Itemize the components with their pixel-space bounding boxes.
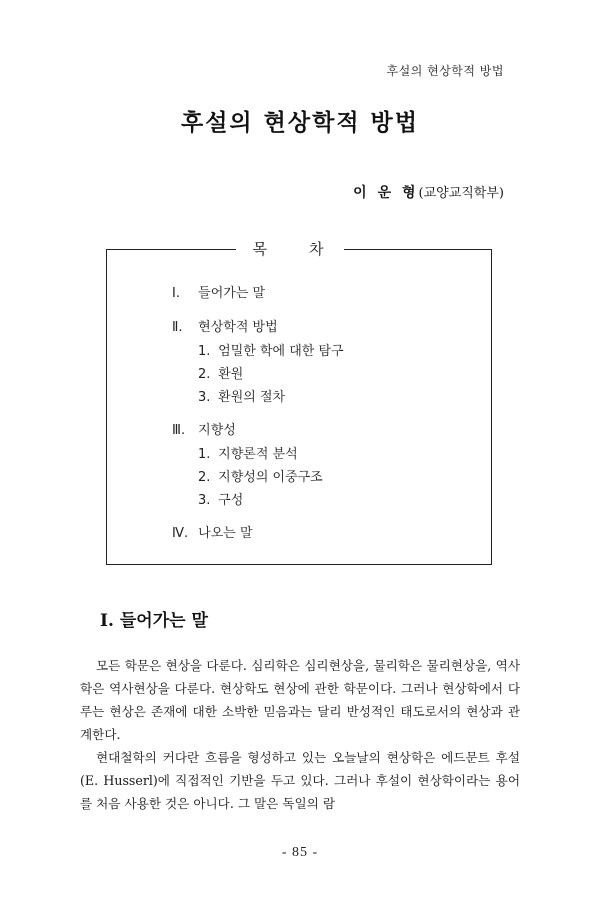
toc-subsection-label: 구성: [218, 493, 244, 508]
author-affiliation: (교양교직학부): [418, 186, 504, 201]
toc-subsection-label: 환원: [218, 367, 244, 382]
toc-subsection-number: 3.: [198, 493, 211, 508]
toc-section-label: 현상학적 방법: [198, 320, 278, 335]
toc-subsection: [172, 443, 472, 466]
body-paragraph: 현대철학의 커다란 흐름을 형성하고 있는 오늘날의 현상학은 에드문트 후설(E. Husserl)에 직접적인 기반을 두고 있다. 그러나 후설이 현상학이라는 용어를 처음 사용한 것은 아니다. 그 말은 독일의 람: [80, 750, 520, 811]
toc-subsection-label: 엄밀한 학에 대한 탐구: [218, 344, 344, 359]
toc-heading-left: 목: [252, 240, 271, 258]
toc-subsection: [172, 340, 472, 363]
toc-subsection: [172, 466, 472, 489]
toc-subsection-label: 지향성의 이중구조: [218, 470, 323, 485]
section-title: 들어가는 말: [119, 611, 208, 631]
page-number: - 85 -: [281, 845, 319, 860]
toc-subsection-label: 지향론적 분석: [218, 447, 298, 462]
body-paragraph: 모든 학문은 현상을 다룬다. 심리학은 심리현상을, 물리학은 물리현상을, 역사학은 역사현상을 다룬다. 현상학도 현상에 관한 학문이다. 그러나 현상학에서 다루는 현상은 존재에 대한 소박한 믿음과는 달리 반성적인 태도로서의 현상과 관계한다.: [80, 658, 520, 742]
toc-subsection-number: 1.: [198, 344, 211, 359]
toc-subsection-number: 3.: [198, 390, 211, 405]
section-number: Ⅰ.: [100, 611, 114, 631]
toc-subsection: [172, 386, 472, 409]
toc-heading-right: 차: [309, 240, 328, 258]
section-heading: [100, 606, 208, 631]
body-text: [80, 654, 520, 815]
toc-section-title: [172, 282, 472, 306]
toc-subsection: [172, 489, 472, 512]
toc-section-number: Ⅳ.: [172, 526, 189, 541]
toc-section-title: [172, 419, 472, 443]
toc-section: [172, 316, 472, 409]
author-line: [353, 182, 504, 202]
toc-subsection-number: 1.: [198, 447, 211, 462]
toc-section: [172, 522, 472, 546]
toc-section-label: 나오는 말: [198, 526, 253, 541]
toc-subsection: [172, 363, 472, 386]
toc-section-label: 지향성: [198, 423, 236, 438]
toc-subsection-label: 환원의 절차: [218, 390, 286, 405]
toc-section: [172, 282, 472, 306]
toc-section-title: [172, 316, 472, 340]
toc-section-title: [172, 522, 472, 546]
paper-title: 후설의 현상학적 방법: [181, 109, 419, 136]
toc-subsection-number: 2.: [198, 470, 211, 485]
toc-section-label: 들어가는 말: [198, 286, 266, 301]
toc-section-number: Ⅰ.: [172, 286, 180, 301]
toc-list: [172, 282, 472, 556]
author-name: 이 운 형: [353, 185, 419, 201]
toc-subsection-number: 2.: [198, 367, 211, 382]
toc-section-number: Ⅱ.: [172, 320, 183, 335]
toc-section: [172, 419, 472, 512]
toc-section-number: Ⅲ.: [172, 423, 186, 438]
toc-heading: [236, 238, 344, 260]
running-head: 후설의 현상학적 방법: [386, 64, 504, 78]
